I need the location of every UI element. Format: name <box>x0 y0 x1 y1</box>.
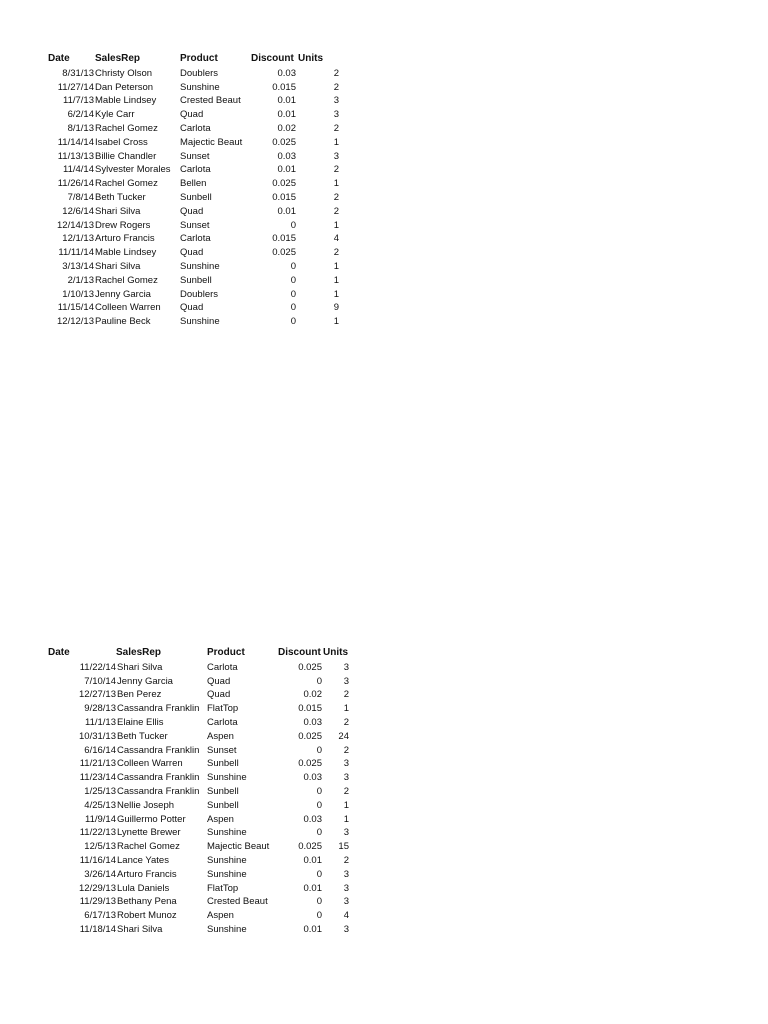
cell-product: Carlota <box>207 661 238 673</box>
cell-salesrep: Nellie Joseph <box>117 799 175 811</box>
cell-date: 11/23/14 <box>79 772 116 784</box>
cell-product: Majectic Beaut <box>207 841 270 853</box>
cell-date: 11/9/14 <box>85 813 116 825</box>
cell-salesrep: Ben Perez <box>117 689 162 701</box>
cell-salesrep: Jenny Garcia <box>95 288 151 300</box>
cell-salesrep: Rachel Gomez <box>117 841 180 853</box>
cell-units: 1 <box>343 703 349 715</box>
cell-salesrep: Sylvester Morales <box>95 164 171 176</box>
cell-salesrep: Cassandra Franklin <box>117 703 200 715</box>
cell-units: 3 <box>333 109 339 121</box>
cell-product: FlatTop <box>207 882 239 894</box>
cell-product: Sunbell <box>207 785 239 797</box>
cell-salesrep: Pauline Beck <box>95 316 151 328</box>
cell-discount: 0.01 <box>277 164 296 176</box>
cell-units: 2 <box>333 247 339 259</box>
cell-salesrep: Mable Lindsey <box>95 95 157 107</box>
cell-date: 11/15/14 <box>57 302 94 314</box>
cell-units: 1 <box>333 136 339 148</box>
cell-product: Quad <box>180 247 204 259</box>
cell-product: Quad <box>207 689 231 701</box>
cell-date: 8/31/13 <box>62 67 94 79</box>
cell-units: 3 <box>343 896 349 908</box>
cell-salesrep: Mable Lindsey <box>95 247 157 259</box>
cell-salesrep: Arturo Francis <box>117 868 177 880</box>
cell-discount: 0.025 <box>298 841 322 853</box>
cell-discount: 0.03 <box>303 813 322 825</box>
cell-salesrep: Lynette Brewer <box>117 827 181 839</box>
cell-salesrep: Shari Silva <box>117 661 163 673</box>
cell-salesrep: Beth Tucker <box>95 191 146 203</box>
cell-discount: 0.01 <box>277 205 296 217</box>
cell-discount: 0 <box>316 799 322 811</box>
cell-units: 2 <box>333 122 339 134</box>
cell-discount: 0 <box>316 910 322 922</box>
cell-date: 12/14/13 <box>57 219 94 231</box>
cell-discount: 0 <box>290 316 296 328</box>
cell-product: Sunset <box>180 219 210 231</box>
cell-salesrep: Rachel Gomez <box>95 274 158 286</box>
cell-product: Sunshine <box>207 868 247 880</box>
cell-units: 9 <box>333 302 339 314</box>
cell-units: 2 <box>343 854 349 866</box>
cell-units: 3 <box>333 95 339 107</box>
cell-discount: 0.025 <box>298 730 322 742</box>
cell-date: 10/31/13 <box>79 730 116 742</box>
cell-units: 2 <box>333 191 339 203</box>
cell-product: Aspen <box>207 910 234 922</box>
cell-discount: 0 <box>316 896 322 908</box>
cell-date: 12/27/13 <box>79 689 116 701</box>
cell-salesrep: Elaine Ellis <box>117 716 164 728</box>
cell-date: 2/1/13 <box>67 274 94 286</box>
cell-discount: 0.03 <box>277 150 296 162</box>
cell-salesrep: Arturo Francis <box>95 233 155 245</box>
cell-discount: 0.025 <box>298 758 322 770</box>
cell-date: 11/4/14 <box>63 164 94 176</box>
cell-salesrep: Cassandra Franklin <box>117 772 200 784</box>
cell-discount: 0.01 <box>303 923 322 935</box>
cell-date: 6/17/13 <box>84 910 116 922</box>
cell-salesrep: Lula Daniels <box>117 882 170 894</box>
cell-discount: 0 <box>316 675 322 687</box>
header-discount: Discount <box>278 647 321 658</box>
cell-units: 1 <box>333 274 339 286</box>
cell-units: 1 <box>333 260 339 272</box>
cell-product: Sunshine <box>207 827 247 839</box>
header-product: Product <box>207 647 245 658</box>
cell-discount: 0 <box>290 219 296 231</box>
cell-units: 2 <box>333 67 339 79</box>
cell-salesrep: Bethany Pena <box>117 896 177 908</box>
cell-date: 11/7/13 <box>63 95 94 107</box>
cell-discount: 0.025 <box>272 247 296 259</box>
cell-discount: 0 <box>290 302 296 314</box>
cell-date: 1/10/13 <box>62 288 94 300</box>
cell-units: 3 <box>343 923 349 935</box>
header-salesrep: SalesRep <box>95 53 141 64</box>
cell-salesrep: Shari Silva <box>95 205 141 217</box>
cell-units: 1 <box>333 219 339 231</box>
cell-discount: 0.01 <box>277 109 296 121</box>
cell-discount: 0 <box>316 785 322 797</box>
cell-units: 2 <box>343 689 349 701</box>
cell-product: Quad <box>180 302 204 314</box>
header-product: Product <box>180 53 218 64</box>
cell-product: Sunshine <box>207 854 247 866</box>
cell-discount: 0 <box>290 288 296 300</box>
cell-product: Crested Beaut <box>207 896 268 908</box>
cell-discount: 0.03 <box>303 716 322 728</box>
cell-units: 2 <box>343 744 349 756</box>
cell-salesrep: Jenny Garcia <box>117 675 173 687</box>
header-salesrep: SalesRep <box>116 647 162 658</box>
cell-product: Sunbell <box>180 191 212 203</box>
cell-product: Sunshine <box>180 81 220 93</box>
cell-product: Aspen <box>207 730 234 742</box>
cell-units: 1 <box>343 799 349 811</box>
cell-date: 11/27/14 <box>57 81 94 93</box>
cell-discount: 0.025 <box>272 178 296 190</box>
cell-salesrep: Lance Yates <box>117 854 169 866</box>
cell-product: Quad <box>180 109 204 121</box>
cell-product: Quad <box>207 675 231 687</box>
cell-salesrep: Cassandra Franklin <box>117 785 200 797</box>
cell-date: 11/1/13 <box>85 716 116 728</box>
cell-product: FlatTop <box>207 703 239 715</box>
cell-product: Aspen <box>207 813 234 825</box>
cell-date: 11/18/14 <box>79 923 116 935</box>
cell-product: Majectic Beaut <box>180 136 243 148</box>
cell-discount: 0 <box>290 274 296 286</box>
cell-date: 7/8/14 <box>67 191 94 203</box>
cell-discount: 0 <box>316 868 322 880</box>
cell-discount: 0.01 <box>277 95 296 107</box>
cell-units: 3 <box>333 150 339 162</box>
cell-date: 11/29/13 <box>79 896 116 908</box>
cell-discount: 0.015 <box>272 191 296 203</box>
cell-units: 2 <box>333 205 339 217</box>
cell-salesrep: Colleen Warren <box>117 758 183 770</box>
cell-product: Sunbell <box>207 799 239 811</box>
cell-units: 3 <box>343 882 349 894</box>
cell-product: Sunbell <box>180 274 212 286</box>
cell-discount: 0.025 <box>298 661 322 673</box>
cell-date: 11/13/13 <box>57 150 94 162</box>
cell-salesrep: Christy Olson <box>95 67 153 79</box>
cell-salesrep: Cassandra Franklin <box>117 744 200 756</box>
cell-salesrep: Colleen Warren <box>95 302 161 314</box>
cell-discount: 0.01 <box>303 882 322 894</box>
cell-units: 2 <box>333 81 339 93</box>
header-units: Units <box>323 647 348 658</box>
cell-units: 3 <box>343 661 349 673</box>
cell-date: 12/6/14 <box>62 205 94 217</box>
cell-units: 3 <box>343 827 349 839</box>
cell-units: 3 <box>343 772 349 784</box>
cell-salesrep: Rachel Gomez <box>95 178 158 190</box>
cell-date: 11/11/14 <box>58 247 94 259</box>
cell-product: Doublers <box>180 288 219 300</box>
cell-salesrep: Guillermo Potter <box>117 813 186 825</box>
cell-date: 12/1/13 <box>62 233 94 245</box>
cell-units: 1 <box>333 288 339 300</box>
cell-salesrep: Beth Tucker <box>117 730 168 742</box>
cell-discount: 0 <box>290 260 296 272</box>
cell-units: 15 <box>338 841 349 853</box>
header-date: Date <box>48 53 70 64</box>
cell-discount: 0.015 <box>272 81 296 93</box>
header-units: Units <box>298 53 323 64</box>
cell-units: 2 <box>343 785 349 797</box>
cell-units: 1 <box>333 316 339 328</box>
cell-product: Sunshine <box>207 923 247 935</box>
cell-discount: 0.02 <box>303 689 322 701</box>
cell-date: 12/12/13 <box>57 316 94 328</box>
cell-product: Carlota <box>180 233 211 245</box>
cell-discount: 0 <box>316 744 322 756</box>
cell-units: 4 <box>333 233 339 245</box>
cell-date: 8/1/13 <box>67 122 94 134</box>
cell-date: 12/29/13 <box>79 882 116 894</box>
cell-units: 1 <box>333 178 339 190</box>
cell-discount: 0.01 <box>303 854 322 866</box>
cell-discount: 0.025 <box>272 136 296 148</box>
cell-discount: 0.015 <box>272 233 296 245</box>
cell-units: 2 <box>333 164 339 176</box>
cell-product: Sunshine <box>180 316 220 328</box>
cell-date: 6/16/14 <box>84 744 116 756</box>
cell-product: Sunbell <box>207 758 239 770</box>
cell-discount: 0.03 <box>303 772 322 784</box>
cell-date: 11/16/14 <box>79 854 116 866</box>
cell-product: Sunset <box>207 744 237 756</box>
cell-units: 3 <box>343 675 349 687</box>
header-date: Date <box>48 647 70 658</box>
cell-units: 24 <box>338 730 349 742</box>
cell-salesrep: Billie Chandler <box>95 150 157 162</box>
cell-units: 1 <box>343 813 349 825</box>
cell-product: Carlota <box>207 716 238 728</box>
cell-product: Doublers <box>180 67 219 79</box>
cell-product: Bellen <box>180 178 207 190</box>
cell-date: 11/14/14 <box>57 136 94 148</box>
cell-units: 3 <box>343 868 349 880</box>
cell-product: Sunset <box>180 150 210 162</box>
cell-product: Carlota <box>180 164 211 176</box>
cell-salesrep: Dan Peterson <box>95 81 154 93</box>
cell-discount: 0 <box>316 827 322 839</box>
cell-salesrep: Rachel Gomez <box>95 122 158 134</box>
cell-date: 4/25/13 <box>84 799 116 811</box>
cell-units: 2 <box>343 716 349 728</box>
cell-units: 4 <box>343 910 349 922</box>
cell-salesrep: Shari Silva <box>117 923 163 935</box>
cell-salesrep: Kyle Carr <box>95 109 135 121</box>
cell-date: 3/26/14 <box>84 868 116 880</box>
cell-date: 11/21/13 <box>79 758 116 770</box>
cell-date: 9/28/13 <box>84 703 116 715</box>
header-discount: Discount <box>251 53 294 64</box>
cell-date: 7/10/14 <box>84 675 116 687</box>
cell-discount: 0.03 <box>277 67 296 79</box>
cell-date: 12/5/13 <box>84 841 116 853</box>
cell-date: 11/22/13 <box>79 827 116 839</box>
cell-product: Crested Beaut <box>180 95 241 107</box>
cell-salesrep: Robert Munoz <box>117 910 177 922</box>
cell-discount: 0.02 <box>277 122 296 134</box>
cell-salesrep: Shari Silva <box>95 260 141 272</box>
cell-salesrep: Isabel Cross <box>95 136 148 148</box>
cell-date: 6/2/14 <box>67 109 94 121</box>
cell-salesrep: Drew Rogers <box>95 219 151 231</box>
cell-date: 3/13/14 <box>62 260 94 272</box>
cell-product: Quad <box>180 205 204 217</box>
cell-product: Sunshine <box>207 772 247 784</box>
cell-product: Sunshine <box>180 260 220 272</box>
cell-product: Carlota <box>180 122 211 134</box>
cell-date: 1/25/13 <box>84 785 116 797</box>
cell-discount: 0.015 <box>298 703 322 715</box>
cell-units: 3 <box>343 758 349 770</box>
cell-date: 11/22/14 <box>79 661 116 673</box>
cell-date: 11/26/14 <box>57 178 94 190</box>
